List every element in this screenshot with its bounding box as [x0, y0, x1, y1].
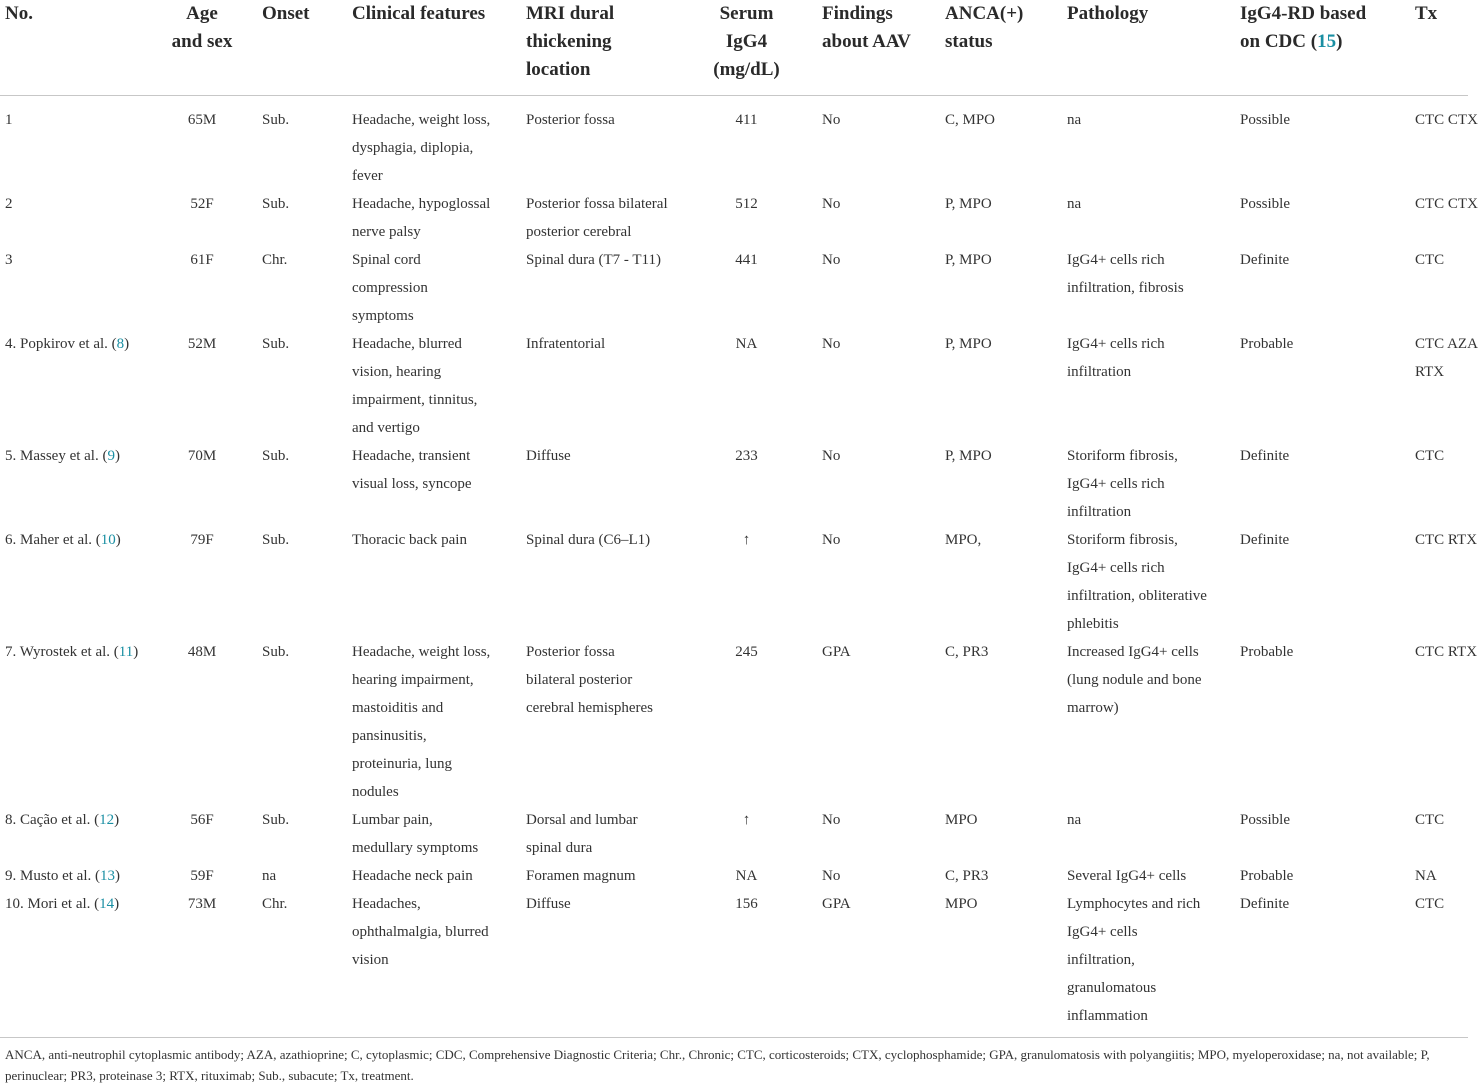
cell-onset: Sub. [262, 644, 290, 660]
cell-cdc: Probable [1240, 336, 1294, 352]
cell-serum: 441 [735, 252, 758, 268]
cell-age: 61F [190, 252, 214, 268]
header-anca-status: ANCA(+) status [945, 3, 1024, 52]
header-mri-location: MRI dural thickening location [526, 3, 615, 80]
cell-pathology: na [1067, 812, 1082, 828]
cell-no: 10. Mori et al. (14) [5, 896, 120, 912]
reference-link[interactable]: 12 [99, 812, 115, 828]
cell-mri: Posterior fossa bilateral posterior cerebral [526, 196, 668, 240]
cell-findings: No [822, 448, 841, 464]
cell-mri: Spinal dura (T7 - T11) [526, 252, 661, 268]
cell-no: 3 [5, 252, 13, 268]
cell-age: 48M [187, 644, 217, 660]
cell-findings: No [822, 336, 841, 352]
cell-age: 52M [187, 336, 217, 352]
cell-onset: Sub. [262, 112, 290, 128]
cell-anca: C, PR3 [945, 644, 989, 660]
cell-tx: CTC RTX [1415, 644, 1478, 660]
cell-clinical: Headache, weight loss, dysphagia, diplopia, fever [352, 112, 491, 184]
cell-age: 70M [187, 448, 217, 464]
cell-serum: 156 [735, 896, 758, 912]
cell-no: 5. Massey et al. (9) [5, 448, 120, 464]
cell-no: 9. Musto et al. (13) [5, 868, 120, 884]
cell-onset: Sub. [262, 532, 290, 548]
cell-findings: No [822, 532, 841, 548]
cell-no: 2 [5, 196, 13, 212]
cell-no: 4. Popkirov et al. (8) [5, 336, 130, 352]
cell-anca: C, MPO [945, 112, 996, 128]
cell-pathology: Storiform fibrosis, IgG4+ cells rich infiltration [1067, 448, 1178, 520]
cell-serum: 233 [735, 448, 758, 464]
cell-onset: Sub. [262, 336, 290, 352]
cell-pathology: IgG4+ cells rich infiltration, fibrosis [1067, 252, 1184, 296]
cell-onset: Chr. [262, 252, 288, 268]
cell-pathology: Increased IgG4+ cells (lung nodule and bone marrow) [1067, 644, 1202, 716]
cell-pathology: IgG4+ cells rich infiltration [1067, 336, 1165, 380]
cell-mri: Dorsal and lumbar spinal dura [526, 812, 638, 856]
cell-findings: No [822, 868, 841, 884]
cell-pathology: na [1067, 196, 1082, 212]
cell-mri: Diffuse [526, 448, 571, 464]
cell-onset: na [262, 868, 277, 884]
header-no: No. [5, 3, 33, 24]
reference-link[interactable]: 14 [99, 896, 115, 912]
cell-clinical: Headaches, ophthalmalgia, blurred vision [352, 896, 489, 968]
cell-findings: GPA [822, 896, 851, 912]
cell-tx: CTC CTX [1415, 196, 1478, 212]
reference-link[interactable]: 8 [116, 336, 125, 352]
header-rule [0, 95, 1468, 96]
cell-age: 56F [190, 812, 214, 828]
header-findings-aav: Findings about AAV [822, 3, 911, 52]
cell-cdc: Possible [1240, 112, 1291, 128]
header-age-sex: Age and sex [171, 3, 233, 52]
cell-mri: Posterior fossa [526, 112, 615, 128]
cell-clinical: Headache, blurred vision, hearing impairment, tinnitus, and vertigo [352, 336, 478, 436]
cell-findings: No [822, 112, 841, 128]
cell-cdc: Probable [1240, 644, 1294, 660]
cell-anca: P, MPO [945, 252, 992, 268]
cell-age: 79F [190, 532, 214, 548]
table-footnote: ANCA, anti-neutrophil cytoplasmic antibody; AZA, azathioprine; C, cytoplasmic; CDC, Comprehensive Diagnostic Criteria; Chr., Chronic; CTC, corticosteroids; CTX, cyclophosphamide; GPA, granulomatosis with polyangiitis; MPO, myeloperoxidase; na, not available; P, perinuclear; PR3, proteinase 3; RTX, rituximab; Sub., subacute; Tx, treatment. [5, 1047, 1430, 1083]
cell-anca: P, MPO [945, 448, 992, 464]
cell-anca: P, MPO [945, 196, 992, 212]
cell-cdc: Definite [1240, 532, 1290, 548]
cell-mri: Infratentorial [526, 336, 606, 352]
cell-tx: CTC AZA RTX [1415, 336, 1478, 380]
cell-onset: Sub. [262, 196, 290, 212]
cell-cdc: Possible [1240, 812, 1291, 828]
cell-pathology: Lymphocytes and rich IgG4+ cells infiltration, granulomatous inflammation [1067, 896, 1201, 1024]
cell-serum: 245 [735, 644, 758, 660]
header-serum-igg4: Serum IgG4 (mg/dL) [713, 3, 780, 80]
cell-serum: ↑ [742, 812, 751, 828]
reference-link[interactable]: 11 [118, 644, 134, 660]
cell-clinical: Headache, transient visual loss, syncope [352, 448, 472, 492]
reference-link[interactable]: 9 [107, 448, 115, 464]
cell-pathology: Several IgG4+ cells [1067, 868, 1187, 884]
cell-no: 6. Maher et al. (10) [5, 532, 121, 548]
cell-clinical: Headache, hypoglossal nerve palsy [352, 196, 491, 240]
cell-no: 7. Wyrostek et al. (11) [5, 644, 139, 660]
cell-pathology: Storiform fibrosis, IgG4+ cells rich infiltration, obliterative phlebitis [1067, 532, 1207, 632]
cell-cdc: Definite [1240, 896, 1290, 912]
cell-anca: P, MPO [945, 336, 992, 352]
cell-mri: Posterior fossa bilateral posterior cerebral hemispheres [526, 644, 654, 716]
cell-cdc: Possible [1240, 196, 1291, 212]
cell-mri: Spinal dura (C6–L1) [526, 532, 651, 548]
cell-findings: No [822, 252, 841, 268]
cell-clinical: Spinal cord compression symptoms [352, 252, 428, 324]
cell-findings: GPA [822, 644, 851, 660]
cell-anca: C, PR3 [945, 868, 989, 884]
cell-age: 59F [190, 868, 214, 884]
cell-tx: CTC [1415, 896, 1445, 912]
header-igg4rd-cdc: IgG4-RD based on CDC (15) [1240, 3, 1367, 52]
cell-clinical: Headache, weight loss, hearing impairment, mastoiditis and pansinusitis, proteinuria, lung nodules [352, 644, 491, 800]
cell-tx: CTC [1415, 252, 1445, 268]
bottom-rule [0, 1037, 1468, 1038]
header-onset: Onset [262, 3, 310, 24]
cell-tx: CTC [1415, 448, 1445, 464]
cell-pathology: na [1067, 112, 1082, 128]
cell-findings: No [822, 812, 841, 828]
cell-age: 73M [187, 896, 217, 912]
cell-no: 1 [5, 112, 13, 128]
cell-clinical: Thoracic back pain [352, 532, 467, 548]
cell-findings: No [822, 196, 841, 212]
cell-tx: CTC RTX [1415, 532, 1478, 548]
cell-serum: 411 [735, 112, 758, 128]
reference-link[interactable]: 15 [1317, 31, 1337, 52]
header-clinical-features: Clinical features [352, 3, 486, 24]
cell-cdc: Definite [1240, 448, 1290, 464]
header-pathology: Pathology [1067, 3, 1149, 24]
cell-serum: NA [735, 336, 758, 352]
cell-age: 52F [190, 196, 214, 212]
cell-clinical: Headache neck pain [352, 868, 473, 884]
cell-cdc: Probable [1240, 868, 1294, 884]
cell-serum: 512 [735, 196, 758, 212]
cell-serum: ↑ [742, 532, 751, 548]
reference-link[interactable]: 13 [100, 868, 115, 884]
cell-age: 65M [187, 112, 217, 128]
cell-anca: MPO [945, 812, 978, 828]
header-tx: Tx [1415, 3, 1438, 24]
cell-tx: CTC [1415, 812, 1445, 828]
cell-anca: MPO, [945, 532, 982, 548]
cell-onset: Sub. [262, 812, 290, 828]
cell-tx: NA [1415, 868, 1437, 884]
reference-link[interactable]: 10 [100, 532, 116, 548]
cell-serum: NA [735, 868, 758, 884]
cell-onset: Sub. [262, 448, 290, 464]
cell-tx: CTC CTX [1415, 112, 1478, 128]
cell-mri: Foramen magnum [526, 868, 636, 884]
cell-anca: MPO [945, 896, 978, 912]
cell-onset: Chr. [262, 896, 288, 912]
cell-cdc: Definite [1240, 252, 1290, 268]
cell-mri: Diffuse [526, 896, 571, 912]
cell-no: 8. Cação et al. (12) [5, 812, 120, 828]
cell-clinical: Lumbar pain, medullary symptoms [352, 812, 479, 856]
